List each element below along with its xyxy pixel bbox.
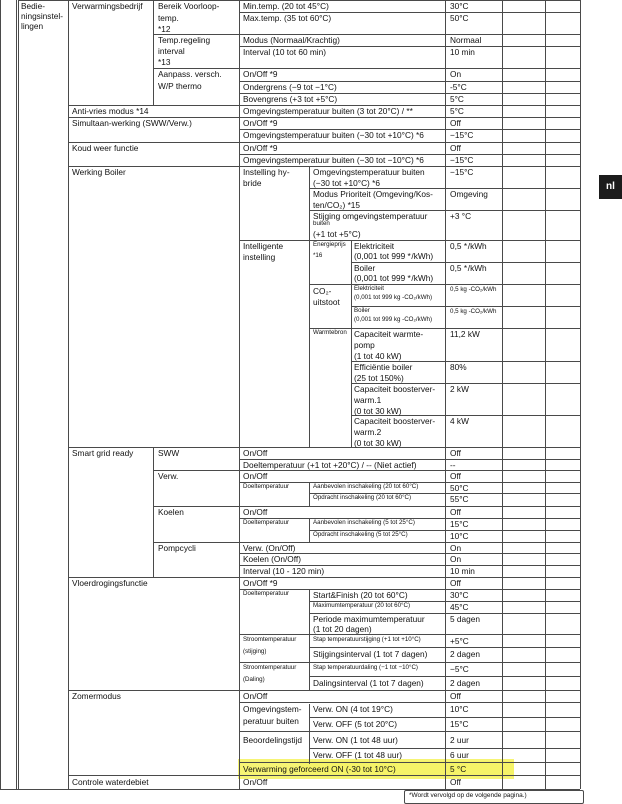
table-cell: 80% [450, 362, 467, 372]
table-cell: (1 tot 20 dagen) [313, 624, 372, 634]
table-cell: Efficiëntie boiler [354, 362, 413, 372]
table-cell: 0,5 kg -CO₂/kWh [450, 308, 497, 315]
table-cell: Omgevingstem- [243, 704, 302, 714]
table-cell: 2 kW [450, 384, 469, 394]
grid-line-v [351, 241, 352, 448]
table-cell: Stap temperatuurdaling (−1 tot −10°C) [313, 664, 418, 671]
table-cell: Beoordelingstijd [243, 735, 303, 745]
table-cell: Koelen (On/Off) [243, 554, 301, 564]
grid-line-h [309, 328, 580, 329]
grid-line-v [580, 0, 581, 789]
table-cell: Start&Finish (20 tot 60°C) [313, 590, 408, 600]
table-cell: 0,5 * /kWh [450, 241, 487, 251]
table-cell: Intelligente [243, 241, 284, 251]
grid-line-v [18, 0, 19, 789]
table-cell: Boiler [354, 263, 376, 273]
grid-line-v [502, 0, 503, 789]
table-cell: Doeltemperatuur [243, 483, 290, 490]
table-cell: (0,001 tot 999 kg -CO₂/kWh) [354, 294, 433, 301]
table-cell: Off [450, 143, 461, 153]
table-cell: On/Off *9 [243, 143, 278, 153]
grid-line-v [239, 0, 240, 789]
grid-line-h [239, 589, 580, 590]
table-cell: On [450, 543, 462, 553]
table-cell: Off [450, 578, 461, 588]
table-cell: On [450, 69, 462, 79]
table-cell: Min.temp. (20 tot 45°C) [243, 1, 329, 11]
table-cell: Bedie- [21, 1, 45, 11]
table-cell: Stijgingsinterval (1 tot 7 dagen) [313, 649, 428, 659]
table-cell: Omgeving [450, 189, 488, 199]
table-cell: Opdracht inschakeling (5 tot 25°C) [313, 531, 408, 538]
table-cell: 10°C [450, 531, 469, 541]
table-cell: ningsinstel- [21, 11, 63, 21]
table-cell: uitstoot [313, 297, 340, 307]
grid-line-v [68, 0, 69, 789]
table-cell: 50°C [450, 483, 469, 493]
table-cell: Elektriciteit [354, 241, 395, 251]
grid-line-v [16, 0, 17, 789]
grid-line-v [0, 0, 1, 789]
table-cell: 4 kW [450, 416, 469, 426]
table-cell: -5°C [450, 82, 467, 92]
table-cell: Stroomtemperatuur [243, 664, 297, 671]
table-cell: SWW [158, 448, 180, 458]
table-cell: Controle waterdebiet [72, 777, 149, 787]
grid-line-v [445, 0, 446, 789]
table-cell: Doeltemperatuur [243, 519, 290, 526]
table-cell: instelling [243, 252, 276, 262]
table-cell: Dalingsinterval (1 tot 7 dagen) [313, 678, 424, 688]
table-cell: Smart grid ready [72, 448, 134, 458]
table-cell: 30°C [450, 1, 469, 11]
table-cell: 5 dagen [450, 614, 480, 624]
grid-line-h [309, 717, 580, 718]
table-cell: Normaal [450, 35, 482, 45]
table-cell: peratuur buiten [243, 716, 299, 726]
table-cell: Vloerdrogingsfunctie [72, 578, 148, 588]
table-cell: Verw. ON (4 tot 19°C) [313, 704, 393, 714]
grid-line-h [68, 447, 580, 448]
table-cell: Verw. OFF (5 tot 20°C) [313, 719, 398, 729]
table-cell: 5°C [450, 94, 464, 104]
table-cell: Omgevingstemperatuur buiten (−30 tot +10°C) *6 [243, 130, 424, 140]
grid-line-v [153, 448, 154, 578]
table-cell: Temp.regeling [158, 35, 211, 45]
table-cell: Koud weer functie [72, 143, 139, 153]
table-cell: Interval (10 tot 60 min) [243, 47, 327, 57]
table-cell: Werking Boiler [72, 167, 126, 177]
table-cell: Stroomtemperatuur [243, 636, 297, 643]
table-cell: (+1 tot +5°C) [313, 229, 361, 239]
table-cell: 10 min [450, 47, 475, 57]
table-cell: Capaciteit warmte- [354, 329, 424, 339]
grid-line-h [153, 470, 580, 471]
table-cell: 0,5 * /kWh [450, 263, 487, 273]
table-cell: (25 tot 150%) [354, 373, 404, 383]
table-cell: (1 tot 40 kW) [354, 351, 402, 361]
table-cell: (0,001 tot 999 kg -CO₂/kWh) [354, 316, 433, 323]
grid-line-v [153, 0, 154, 106]
table-cell: Modus Prioriteit (Omgeving/Kos- [313, 189, 433, 199]
table-cell: On/Off [243, 691, 268, 701]
table-cell: Off [450, 777, 461, 787]
table-cell: Warmtebron [313, 329, 347, 336]
table-cell: Stijging omgevingstemperatuur [313, 211, 428, 221]
table-cell: Verw. ON (1 tot 48 uur) [313, 735, 398, 745]
table-cell: 2 dagen [450, 649, 480, 659]
table-cell: bride [243, 178, 262, 188]
grid-line-h [153, 542, 580, 543]
table-cell: 2 dagen [450, 678, 480, 688]
table-cell: −15°C [450, 167, 474, 177]
grid-line-h [239, 662, 580, 663]
table-cell: Off [450, 471, 461, 481]
table-cell: ten/CO₂) *15 [313, 200, 361, 210]
table-cell: 5 °C [450, 764, 467, 774]
table-cell: Bereik Voorloop- [158, 1, 220, 11]
table-cell: +5°C [450, 636, 469, 646]
table-cell: 10°C [450, 704, 469, 714]
table-cell: Off [450, 691, 461, 701]
table-cell: Verw. (On/Off) [243, 543, 296, 553]
table-cell: Elektriciteit [354, 285, 384, 292]
table-cell: Capaciteit boosterver- [354, 384, 436, 394]
grid-line-h [68, 142, 580, 143]
table-cell: Pompcycli [158, 543, 196, 553]
table-cell: Verw. OFF (1 tot 48 uur) [313, 750, 402, 760]
table-cell: On/Off *9 [243, 69, 278, 79]
table-cell: (0,001 tot 999 * /kWh) [354, 273, 434, 283]
table-cell: Maximumtemperatuur (20 tot 60°C) [313, 602, 411, 609]
grid-line-h [239, 634, 580, 635]
grid-line-h [239, 731, 580, 732]
table-cell: Aanbevolen inschakeling (20 tot 60°C) [313, 483, 419, 490]
table-cell: pomp [354, 340, 375, 350]
table-cell: *12 [158, 24, 171, 34]
table-cell: Stap temperatuurstijging (+1 tot +10°C) [313, 636, 421, 643]
table-cell: Capaciteit boosterver- [354, 416, 436, 426]
table-cell: Off [450, 118, 461, 128]
table-cell: temp. [158, 13, 179, 23]
table-cell: Simultaan-werking (SWW/Verw.) [72, 118, 192, 128]
table-cell: Zomermodus [72, 691, 121, 701]
grid-line-v [309, 704, 310, 764]
table-cell: On/Off *9 [243, 578, 278, 588]
table-cell: CO₂- [313, 286, 332, 296]
table-cell: 11,2 kW [450, 329, 480, 339]
table-cell: W/P thermo [158, 81, 202, 91]
table-cell: 5°C [450, 106, 464, 116]
table-cell: Omgevingstemperatuur buiten (3 tot 20°C) / ** [243, 106, 413, 116]
table-cell: Doeltemperatuur (+1 tot +20°C) / -- (Niet actief) [243, 460, 417, 470]
table-cell: Verwarming geforceerd ON (-30 tot 10°C) [243, 764, 396, 774]
table-cell: Verwarmingsbedrijf [72, 1, 143, 11]
table-cell: Omgevingstemperatuur buiten [313, 167, 425, 177]
grid-line-h [239, 702, 580, 703]
table-cell: Instelling hy- [243, 167, 290, 177]
table-cell: (0,001 tot 999 * /kWh) [354, 251, 434, 261]
table-cell: Boiler [354, 307, 370, 314]
table-cell: buiten [313, 220, 330, 227]
table-cell: Omgevingstemperatuur buiten (−30 tot −10°C) *6 [243, 155, 424, 165]
table-cell: (0 tot 30 kW) [354, 406, 402, 416]
grid-line-h [68, 775, 580, 776]
table-cell: 15°C [450, 519, 469, 529]
grid-line-h [309, 647, 580, 648]
table-cell: On/Off *9 [243, 118, 278, 128]
table-cell: -- [450, 460, 456, 470]
table-cell: Off [450, 507, 461, 517]
table-cell: lingen [21, 21, 44, 31]
table-cell: Aanbevolen inschakeling (5 tot 25°C) [313, 519, 415, 526]
table-cell: Energieprijs [313, 241, 346, 248]
table-cell: Bovengrens (+3 tot +5°C) [243, 94, 338, 104]
table-cell: warm.1 [354, 395, 382, 405]
grid-line-h [153, 34, 580, 35]
language-tab-nl: nl [599, 175, 622, 199]
table-cell: (Daling) [243, 676, 265, 683]
table-cell: 10 min [450, 566, 475, 576]
table-cell: warm.2 [354, 427, 382, 437]
table-cell: −15°C [450, 130, 474, 140]
table-cell: 15°C [450, 719, 469, 729]
table-cell: −5°C [450, 664, 469, 674]
table-cell: 6 uur [450, 750, 469, 760]
grid-line-h [309, 284, 580, 285]
table-cell: 0,5 kg -CO₂/kWh [450, 286, 497, 293]
table-cell: Periode maximumtemperatuur [313, 614, 425, 624]
table-cell: 55°C [450, 494, 469, 504]
continued-footnote: *Wordt vervolgd op de volgende pagina.) [404, 790, 584, 804]
table-cell: On [450, 554, 462, 564]
table-cell: Ondergrens (−9 tot −1°C) [243, 82, 337, 92]
table-cell: On/Off [243, 471, 268, 481]
table-cell: 50°C [450, 13, 469, 23]
grid-line-v [545, 0, 546, 789]
table-cell: 2 uur [450, 735, 469, 745]
table-cell: Doeltemperatuur [243, 590, 290, 597]
grid-line-h [309, 676, 580, 677]
grid-line-h [239, 240, 580, 241]
table-cell: Modus (Normaal/Krachtig) [243, 35, 340, 45]
grid-line-h [153, 506, 580, 507]
table-cell: Anti-vries modus *14 [72, 106, 149, 116]
table-cell: (stijging) [243, 648, 267, 655]
table-cell: +3 °C [450, 211, 472, 221]
table-cell: Interval (10 - 120 min) [243, 566, 325, 576]
table-cell: On/Off [243, 448, 268, 458]
table-cell: On/Off [243, 507, 268, 517]
grid-line-h [309, 748, 580, 749]
grid-line-v [309, 519, 310, 543]
table-cell: On/Off [243, 777, 268, 787]
table-cell: 45°C [450, 602, 469, 612]
table-cell: 30°C [450, 590, 469, 600]
grid-line-h [239, 762, 580, 763]
table-cell: Max.temp. (35 tot 60°C) [243, 13, 332, 23]
grid-line-h [68, 690, 580, 691]
table-cell: (0 tot 30 kW) [354, 438, 402, 448]
table-cell: Verw. [158, 471, 179, 481]
table-cell: Opdracht inschakeling (20 tot 60°C) [313, 494, 412, 501]
table-cell: Koelen [158, 507, 184, 517]
table-cell: Off [450, 448, 461, 458]
table-cell: −15°C [450, 155, 474, 165]
table-cell: Aanpass. versch. [158, 69, 222, 79]
grid-line-v [309, 483, 310, 507]
table-cell: *16 [313, 252, 323, 259]
table-cell: interval [158, 46, 185, 56]
grid-line-h [351, 306, 580, 307]
table-cell: (−30 tot +10°C) *6 [313, 178, 380, 188]
table-cell: *13 [158, 57, 171, 67]
